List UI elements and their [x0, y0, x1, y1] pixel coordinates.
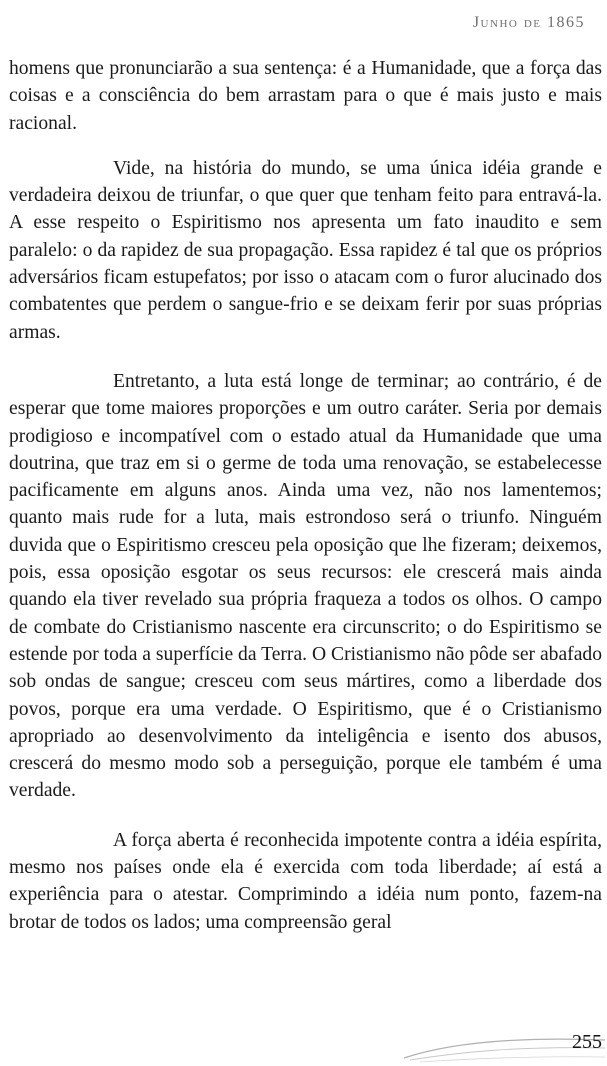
paragraph-struggle: Entretanto, a luta está longe de terminar; ao contrário, é de esperar que tome maiores proporções e um outro caráter. Seria por demais prodigioso e incompatível com o estado atual da Humanidade que uma doutrina, que traz em si o germe de toda uma renovação, se estabelecesse pacificamente em alguns anos. Ainda uma vez, não nos lamentemos; quanto mais rude for a luta, mais estrondoso será o triunfo. Ninguém duvida que o Espiritismo cresceu pela oposição que lhe fizeram; deixemos, pois, essa oposição esgotar os seus recursos: ele crescerá mais ainda quando ela tiver revelado sua própria fraqueza a todos os olhos. O campo de combate do Cristianismo nascente era circunscrito; o do Espiritismo se estende por toda a superfície da Terra. O Cristianismo não pôde ser abafado sob ondas de sangue; cresceu com seus mártires, como a liberdade dos povos, porque era uma verdade. O Espiritismo, que é o Cristianismo apropriado ao desenvolvimento da inteligência e isento dos abusos, crescerá do mesmo modo sob a perseguição, porque ele também é uma verdade. — [9, 370, 602, 802]
page-number: 255 — [572, 1031, 602, 1053]
paragraph-continuation: homens que pronunciarão a sua sentença: é a Humanidade, que a força das coisas e a consciência do bem arrastam para o que é mais justo e mais racional. — [9, 58, 602, 134]
paragraph-idea-triumph: Vide, na história do mundo, se uma única idéia grande e verdadeira deixou de triunfar, o que quer que tenham feito para entravá-la. A esse respeito o Espiritismo nos apresenta um fato inaudito e sem paralelo: o da rapidez de sua propagação. Essa rapidez é tal que os próprios adversários ficam estupefatos; por isso o atacam com o furor alucinado dos combatentes que perdem o sangue-frio e se deixam ferir por suas próprias armas. — [9, 157, 602, 343]
paragraph-open-force: A força aberta é reconhecida impotente contra a idéia espírita, mesmo nos países onde ela é exercida com toda liberdade; aí está a experiência para o atestar. Comprimindo a idéia num ponto, fazem-na brotar de todos os lados; uma compreensão geral — [9, 829, 602, 933]
running-header: Junho de 1865 — [472, 14, 585, 31]
page-body — [9, 55, 602, 958]
